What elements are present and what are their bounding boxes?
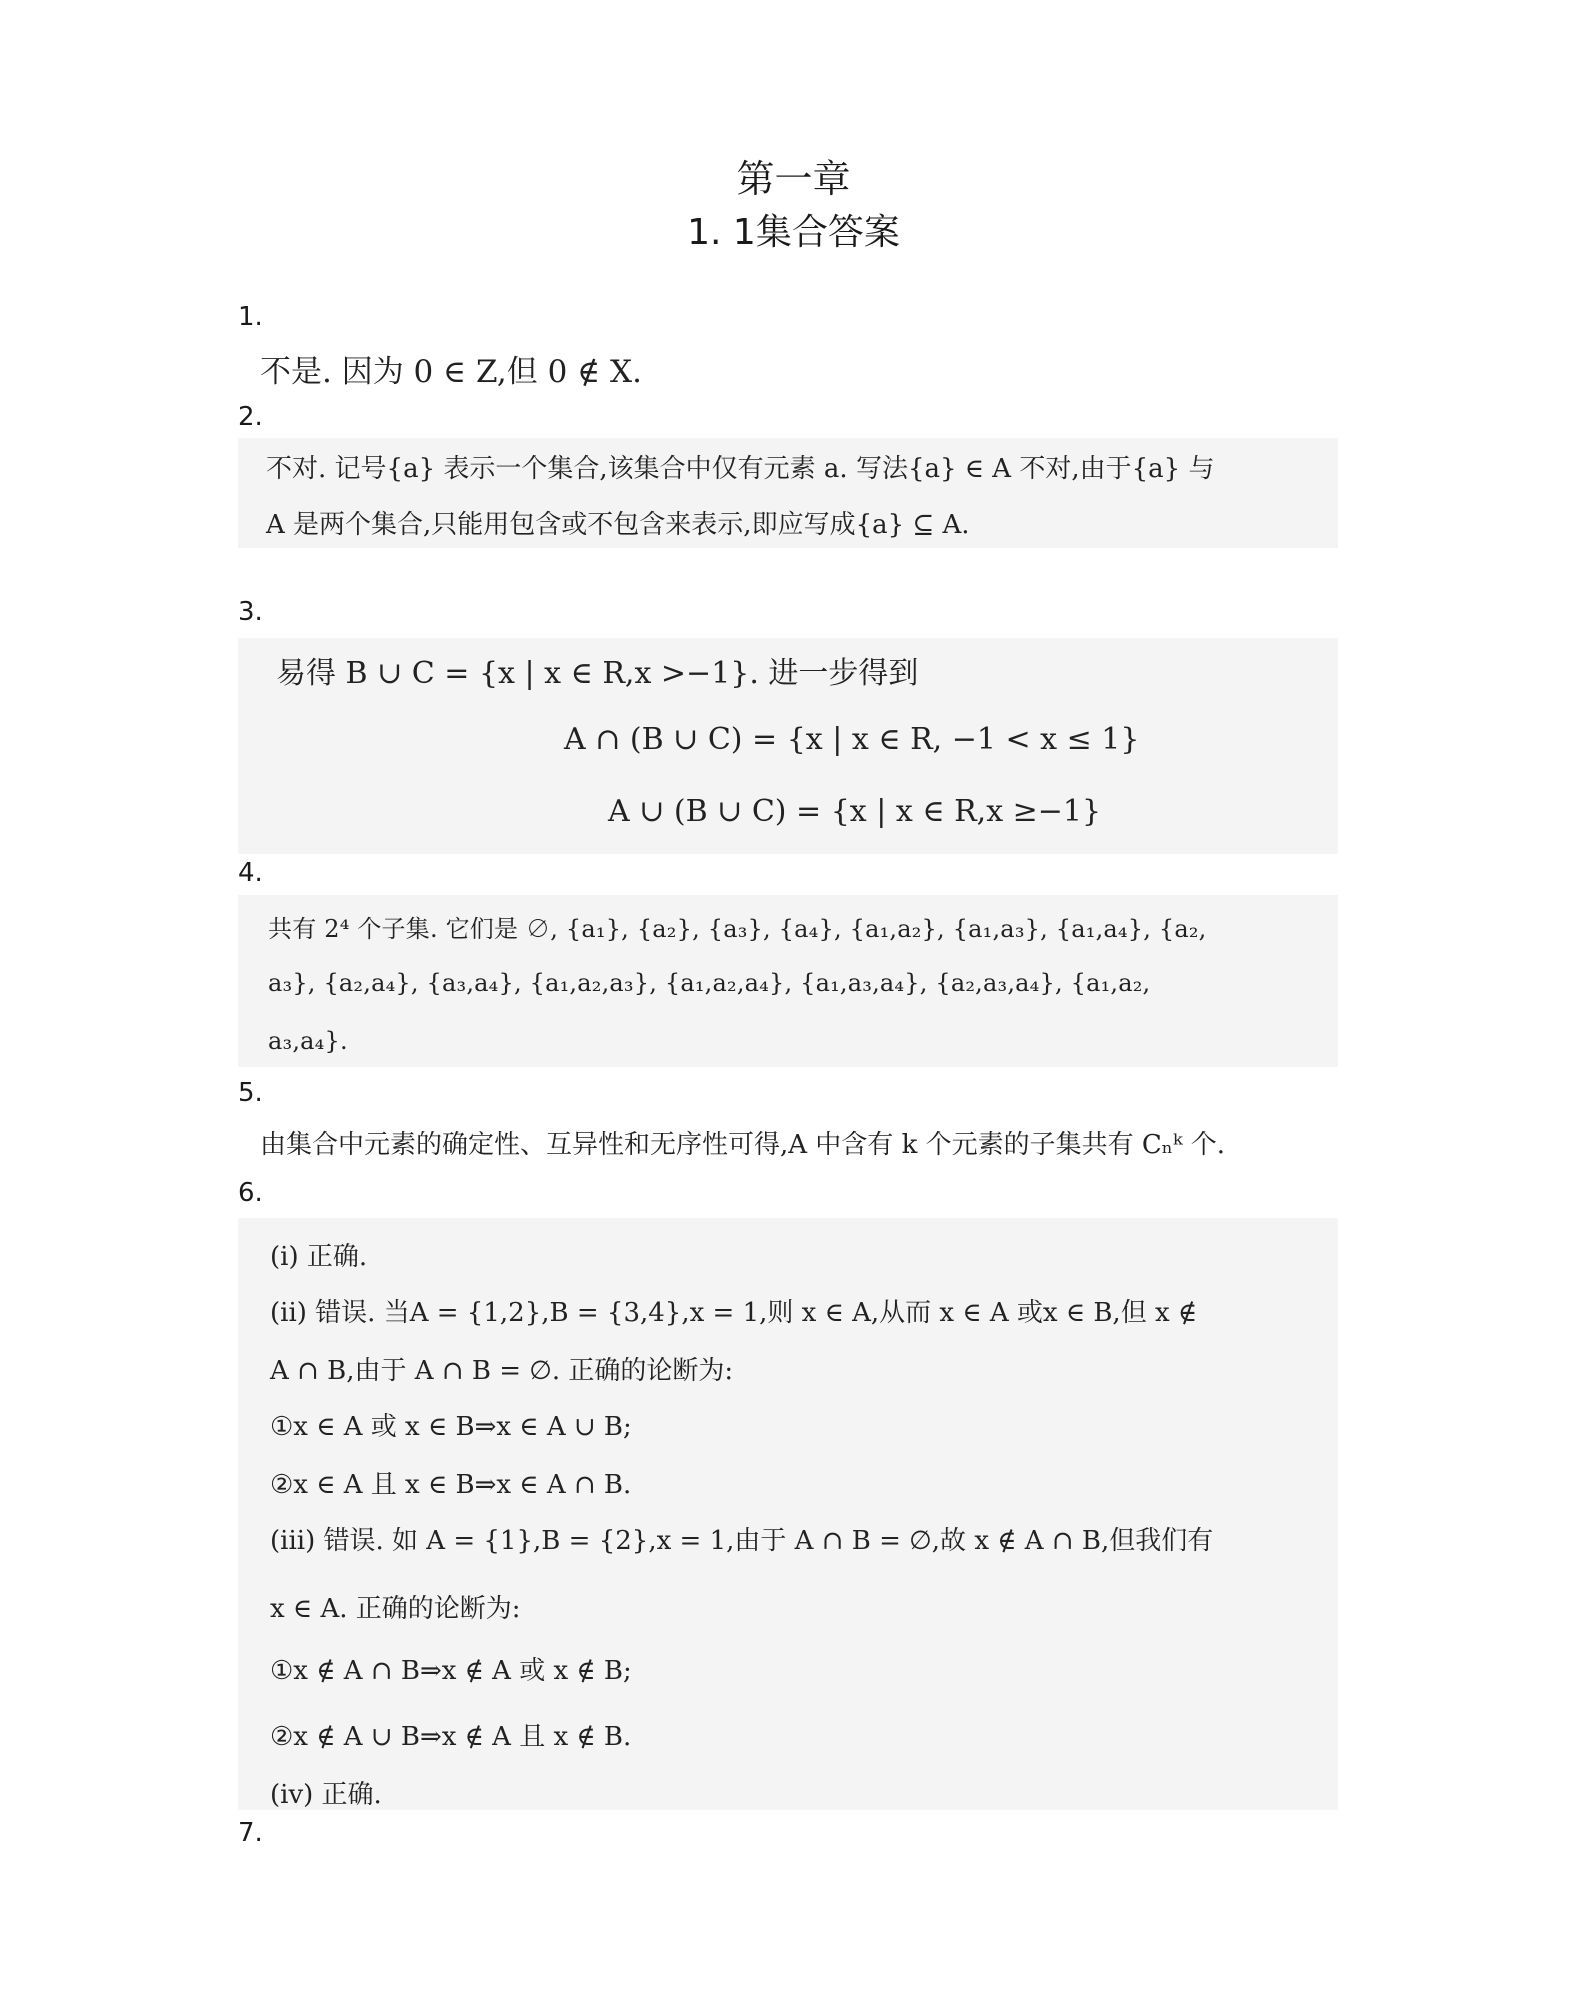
- question-number: 2.: [238, 402, 263, 432]
- question-number: 1.: [238, 302, 263, 332]
- answer-scan-2: [238, 438, 1338, 548]
- answer-scan-1: [238, 340, 1338, 394]
- answer-line: 不是. 因为 0 ∈ Z,但 0 ∉ X.: [260, 354, 642, 390]
- answer-line: 易得 B ∪ C = {x | x ∈ R,x >−1}. 进一步得到: [276, 656, 919, 691]
- question-number: 6.: [238, 1178, 263, 1208]
- answer-line: a₃}, {a₂,a₄}, {a₃,a₄}, {a₁,a₂,a₃}, {a₁,a₂,a₄}, {a₁,a₃,a₄}, {a₂,a₃,a₄}, {a₁,a₂,: [268, 969, 1151, 997]
- answer-line: a₃,a₄}.: [268, 1027, 348, 1055]
- answer-line: A 是两个集合,只能用包含或不包含来表示,即应写成{a} ⊆ A.: [266, 510, 970, 540]
- answer-scan-3: [238, 638, 1338, 854]
- answer-line: (iv) 正确.: [270, 1780, 382, 1810]
- answer-line: A ∩ (B ∪ C) = {x | x ∈ R, −1 < x ≤ 1}: [564, 722, 1140, 757]
- answer-scan-6: [238, 1218, 1338, 1810]
- answer-line: ①x ∈ A 或 x ∈ B⇒x ∈ A ∪ B;: [270, 1412, 632, 1442]
- chapter-title: 第一章: [736, 157, 851, 201]
- answer-line: A ∪ (B ∪ C) = {x | x ∈ R,x ≥−1}: [608, 794, 1102, 829]
- answer-line: (i) 正确.: [270, 1242, 368, 1272]
- question-number: 7.: [238, 1818, 263, 1848]
- answer-line: x ∈ A. 正确的论断为:: [270, 1594, 521, 1624]
- answer-line: (iii) 错误. 如 A = {1},B = {2},x = 1,由于 A ∩ B = ∅,故 x ∉ A ∩ B,但我们有: [270, 1526, 1214, 1556]
- answer-line: 由集合中元素的确定性、互异性和无序性可得,A 中含有 k 个元素的子集共有 Cₙᵏ 个.: [260, 1130, 1226, 1160]
- question-number: 4.: [238, 858, 263, 888]
- answer-line: ①x ∉ A ∩ B⇒x ∉ A 或 x ∉ B;: [270, 1656, 632, 1686]
- answer-line: 共有 2⁴ 个子集. 它们是 ∅, {a₁}, {a₂}, {a₃}, {a₄}, {a₁,a₂}, {a₁,a₃}, {a₁,a₄}, {a₂,: [268, 915, 1207, 943]
- section-title: 1. 1集合答案: [687, 212, 900, 253]
- answer-scan-5: [238, 1114, 1338, 1168]
- answer-line: ②x ∈ A 且 x ∈ B⇒x ∈ A ∩ B.: [270, 1470, 632, 1500]
- answer-line: A ∩ B,由于 A ∩ B = ∅. 正确的论断为:: [270, 1356, 734, 1386]
- answer-line: 不对. 记号{a} 表示一个集合,该集合中仅有元素 a. 写法{a} ∈ A 不对,由于{a} 与: [266, 454, 1215, 484]
- question-number: 3.: [238, 597, 263, 627]
- answer-line: (ii) 错误. 当A = {1,2},B = {3,4},x = 1,则 x ∈ A,从而 x ∈ A 或x ∈ B,但 x ∉: [270, 1298, 1198, 1328]
- answer-line: ②x ∉ A ∪ B⇒x ∉ A 且 x ∉ B.: [270, 1722, 632, 1752]
- question-number: 5.: [238, 1078, 263, 1108]
- answer-scan-4: [238, 895, 1338, 1067]
